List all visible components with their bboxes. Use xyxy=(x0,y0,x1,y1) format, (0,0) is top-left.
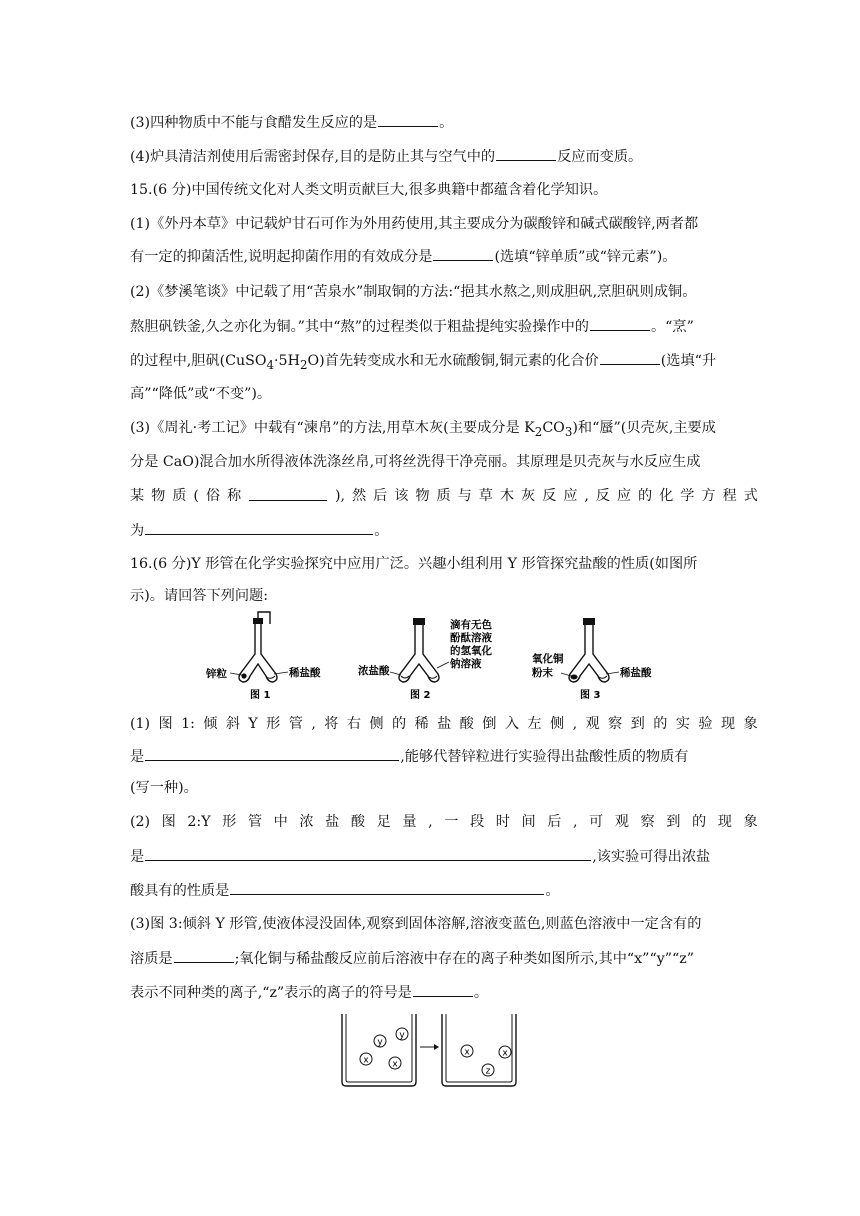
q16-part2-line1 xyxy=(130,812,758,832)
text-segment: 时 xyxy=(495,814,510,830)
text-segment: 现 xyxy=(717,814,732,830)
text-segment: 与 xyxy=(457,488,472,504)
text-segment: 形 xyxy=(266,716,281,732)
text-segment: , xyxy=(572,814,578,830)
text-segment: (1) xyxy=(130,716,151,732)
text-segment: ,能够代替锌粒进行实验得出盐酸性质的物质有 xyxy=(400,749,689,765)
y-tube-1 xyxy=(239,624,277,682)
label-cuo-line: 粉末 xyxy=(532,667,553,679)
answer-blank[interactable] xyxy=(496,146,556,161)
text-segment: 的 xyxy=(391,716,407,732)
text-segment: 到 xyxy=(630,716,645,732)
caption-figure-2: 图 2 xyxy=(410,690,431,701)
beaker-outline xyxy=(342,1014,416,1086)
text-segment: 量 xyxy=(402,814,417,830)
text-segment: 象 xyxy=(743,814,758,830)
ion xyxy=(389,1057,401,1070)
text-segment: 方 xyxy=(701,488,716,504)
svg-text:x: x xyxy=(363,1055,369,1066)
liquid xyxy=(266,676,275,678)
copper-oxide-powder xyxy=(571,675,578,680)
text-segment: 称 xyxy=(226,488,242,504)
text-segment: 倒 xyxy=(482,716,497,732)
ion xyxy=(499,1046,511,1059)
text-segment: 质 xyxy=(436,488,451,504)
liquid xyxy=(429,676,437,678)
q16-part2-line3 xyxy=(130,880,770,901)
q16-heading-line1: 16.(6 分)Y 形管在化学实验探究中应用广泛。兴趣小组利用 Y 形管探究盐酸的性质(如图所 xyxy=(130,556,698,572)
text-segment: 间 xyxy=(521,814,536,830)
q15-part1-line1: (1)《外丹本草》中记载炉甘石可作为外用药使用,其主要成分为碳酸锌和碱式碳酸锌,两者都 xyxy=(130,216,699,232)
label-indicator-line: 钠溶液 xyxy=(450,658,482,670)
q15-part2-line4: 高”“降低”或“不变”)。 xyxy=(130,386,272,402)
text-segment: 学 xyxy=(680,488,695,504)
q16-part1-line1 xyxy=(130,714,758,734)
text-segment: 入 xyxy=(504,716,520,732)
answer-blank[interactable] xyxy=(378,112,438,127)
text-segment: 可 xyxy=(589,814,604,830)
text-segment: 图 xyxy=(158,716,173,732)
q15-part2-line3 xyxy=(130,350,770,375)
text-segment: 溶质是 xyxy=(130,951,173,967)
text-segment: 酸 xyxy=(350,814,366,830)
text-segment: 某 xyxy=(130,488,145,504)
answer-blank[interactable] xyxy=(145,746,399,761)
text-segment: 实 xyxy=(675,716,690,732)
text-segment: 管 xyxy=(247,814,263,830)
text-segment: 是 xyxy=(130,849,145,865)
figure-3 xyxy=(531,618,652,701)
label-indicator-line: 酚酞溶液 xyxy=(450,632,492,644)
q16-part3-line2 xyxy=(130,948,770,969)
answer-blank[interactable] xyxy=(590,316,650,331)
text-segment: , xyxy=(572,716,578,732)
text-segment: 斜 xyxy=(225,716,241,732)
subscript: 2 xyxy=(299,357,308,372)
text-segment: 形 xyxy=(222,814,237,830)
q16-part1-line2 xyxy=(130,746,770,767)
subscript: 4 xyxy=(266,357,275,372)
text-segment: 化 xyxy=(659,488,674,504)
text-segment: Y xyxy=(248,716,258,732)
caption-figure-1: 图 1 xyxy=(250,690,271,701)
text-segment: ), xyxy=(335,488,346,504)
q15-part1-options: (选填“锌单质”或“锌元素”)。 xyxy=(494,249,677,265)
answer-blank[interactable] xyxy=(413,982,473,997)
ion xyxy=(461,1045,473,1058)
text-segment: 盐 xyxy=(437,716,452,732)
text-segment: 中 xyxy=(273,814,288,830)
q15-part3-line2: 分是 CaO)混合加水所得液体洗涤丝帛,可将丝洗得干净亮丽。其原理是贝壳灰与水反应生成 xyxy=(130,454,701,470)
text-segment: CO xyxy=(542,420,565,436)
text-segment: 倾 xyxy=(203,716,218,732)
label-indicator-line: 的氢氧化 xyxy=(450,645,492,657)
ion xyxy=(482,1064,494,1077)
answer-blank[interactable] xyxy=(433,246,493,261)
liquid xyxy=(401,676,409,678)
pointer-line xyxy=(437,662,449,668)
answer-blank[interactable] xyxy=(230,880,544,895)
text-segment: 右 xyxy=(346,716,361,732)
text-segment: 为 xyxy=(130,523,145,539)
text-segment: 反 xyxy=(595,488,610,504)
q16-part3-line1: (3)图 3:倾斜 Y 形管,使液体浸没固体,观察到固体溶解,溶液变蓝色,则蓝色溶液中一定含有的 xyxy=(130,916,702,932)
text-segment: 草 xyxy=(478,488,493,504)
q16-part2-line2 xyxy=(130,846,770,867)
text-segment: 察 xyxy=(608,716,623,732)
answer-blank-equation[interactable] xyxy=(145,520,373,535)
text-segment: 表示不同种类的离子,“z”表示的离子的符号是 xyxy=(130,985,412,1001)
svg-text:x: x xyxy=(464,1047,470,1058)
text-segment: 观 xyxy=(585,716,600,732)
text-segment: 该 xyxy=(394,488,409,504)
q15-part1-line2 xyxy=(130,246,770,267)
text-segment: 段 xyxy=(469,814,485,830)
label-cuo-line: 氧化铜 xyxy=(532,653,564,665)
text-segment: 图 xyxy=(161,814,176,830)
text-segment: 的过程中,胆矾(CuSO xyxy=(130,353,267,369)
q15-part3-line3 xyxy=(130,486,758,506)
text-segment: 稀 xyxy=(414,716,429,732)
text-segment: 左 xyxy=(527,716,542,732)
text-segment: 将 xyxy=(324,716,339,732)
stopper xyxy=(413,618,425,625)
q15-heading: 15.(6 分)中国传统文化对人类文明贡献巨大,很多典籍中都蕴含着化学知识。 xyxy=(130,182,608,198)
text-segment: 象 xyxy=(743,716,758,732)
q14-part3 xyxy=(130,112,770,133)
figure-1 xyxy=(205,612,321,701)
text-segment: 物 xyxy=(415,488,430,504)
text-segment: 1: xyxy=(181,716,195,732)
label-indicator-line: 滴有无色 xyxy=(450,619,492,631)
text-segment: 现 xyxy=(720,716,736,732)
text-segment: )和“蜃”(贝壳灰,主要成 xyxy=(572,420,716,436)
y-tube-3 xyxy=(569,625,609,682)
text-segment: (3)《周礼·考工记》中载有“湅帛”的方法,用草木灰(主要成分是 K xyxy=(130,420,535,436)
ion xyxy=(360,1053,372,1066)
q15-part2-line1: (2)《梦溪笔谈》中记载了用“苦泉水”制取铜的方法:“挹其水熬之,则成胆矾,烹胆矾则成铜。 xyxy=(130,284,697,300)
text-segment: 然 xyxy=(351,488,367,504)
q15-part2-text-end: 。“烹” xyxy=(650,319,694,335)
text-segment: 物 xyxy=(151,488,166,504)
text-segment: 应 xyxy=(563,488,578,504)
text-segment: 浓 xyxy=(299,814,314,830)
text-segment: 后 xyxy=(373,488,388,504)
text-segment: 察 xyxy=(640,814,655,830)
text-segment: , xyxy=(584,488,589,504)
text-segment: (选填“升 xyxy=(660,353,717,369)
svg-text:y: y xyxy=(377,1037,383,1048)
text-segment: 俗 xyxy=(205,488,221,504)
beaker-inner xyxy=(346,1014,412,1082)
text-segment: 。 xyxy=(545,883,560,899)
q15-part2-line2 xyxy=(130,316,770,337)
q14-part3-end: 。 xyxy=(439,115,454,131)
beaker-after xyxy=(442,1014,516,1086)
liquid xyxy=(599,676,607,678)
caption-figure-3: 图 3 xyxy=(580,690,601,701)
q16-heading-line2: 示)。请回答下列问题: xyxy=(130,588,269,604)
text-segment: O)首先转变成水和无水硫酸铜,铜元素的化合价 xyxy=(307,353,599,369)
text-segment: 侧 xyxy=(549,716,565,732)
text-segment: 。 xyxy=(473,985,489,1001)
reaction-arrow xyxy=(420,1044,439,1050)
text-segment: 是 xyxy=(130,749,145,765)
svg-text:z: z xyxy=(485,1066,491,1077)
label-dilute-hcl: 稀盐酸 xyxy=(289,667,321,679)
label-conc-hcl: 浓盐酸 xyxy=(358,665,390,677)
text-segment: ·5H xyxy=(274,353,300,369)
text-segment: 一 xyxy=(444,814,459,830)
q16-part1-line3: (写一种)。 xyxy=(130,780,198,796)
text-segment: 管 xyxy=(288,716,303,732)
text-segment: 到 xyxy=(666,814,681,830)
zinc-granule xyxy=(241,673,246,678)
text-segment: 验 xyxy=(698,716,713,732)
text-segment: ;氧化铜与稀盐酸反应前后溶液中存在的离子种类如图所示,其中“x”“y”“z” xyxy=(234,951,694,967)
text-segment: 。 xyxy=(374,523,389,539)
q15-part1-text: 有一定的抑菌活性,说明起抑菌作用的有效成分是 xyxy=(130,249,433,265)
ion-change-diagram xyxy=(336,1010,532,1090)
text-segment: , xyxy=(428,814,433,830)
subscript: 3 xyxy=(564,424,573,439)
text-segment: 盐 xyxy=(325,814,340,830)
q15-part2-text: 熬胆矾铁釜,久之亦化为铜。”其中“熬”的过程类似于粗盐提纯实验操作中的 xyxy=(130,319,589,335)
text-segment: 木 xyxy=(499,488,515,504)
text-segment: 反 xyxy=(542,488,557,504)
text-segment: (2) xyxy=(130,814,151,830)
q15-part3-line4 xyxy=(130,520,770,541)
ion xyxy=(374,1035,386,1048)
text-segment: 侧 xyxy=(369,716,384,732)
answer-blank[interactable] xyxy=(174,948,234,963)
q16-part3-line3 xyxy=(130,982,770,1003)
pointer-line xyxy=(390,672,401,675)
text-segment: 足 xyxy=(376,814,391,830)
answer-blank[interactable] xyxy=(249,486,327,501)
svg-text:x: x xyxy=(502,1048,508,1059)
ion xyxy=(396,1028,408,1041)
text-segment: 式 xyxy=(743,488,758,504)
label-zinc: 锌粒 xyxy=(206,668,227,680)
text-segment: 酸具有的性质是 xyxy=(130,883,230,899)
q14-part4-text: (4)炉具清洁剂使用后需密封保存,目的是防止其与空气中的 xyxy=(130,149,496,165)
stopper xyxy=(253,618,263,624)
text-segment: 灰 xyxy=(520,488,536,504)
answer-blank[interactable] xyxy=(145,846,591,861)
q14-part4 xyxy=(130,146,770,167)
answer-blank[interactable] xyxy=(600,350,660,365)
text-segment: 的 xyxy=(692,814,707,830)
text-segment: 应 xyxy=(616,488,632,504)
q14-part3-text: (3)四种物质中不能与食醋发生反应的是 xyxy=(130,115,378,131)
text-segment: 2:Y xyxy=(187,814,211,830)
q15-part3-line1 xyxy=(130,418,770,442)
text-segment: 观 xyxy=(614,814,629,830)
figure-2 xyxy=(358,618,492,701)
text-segment: ( xyxy=(193,488,199,504)
q14-part4-end: 反应而变质。 xyxy=(557,149,643,165)
svg-text:y: y xyxy=(399,1030,405,1041)
beaker-before xyxy=(342,1014,416,1086)
label-dilute-hcl: 稀盐酸 xyxy=(620,667,652,679)
y-tube-2 xyxy=(399,625,439,682)
text-segment: ,该实验可得出浓盐 xyxy=(592,849,711,865)
text-segment: 酸 xyxy=(459,716,474,732)
subscript: 2 xyxy=(534,424,543,439)
svg-text:x: x xyxy=(392,1059,398,1070)
text-segment: 的 xyxy=(638,488,653,504)
stopper xyxy=(583,618,595,625)
y-tube-figures xyxy=(200,610,660,705)
text-segment: 的 xyxy=(653,716,668,732)
text-segment: 程 xyxy=(722,488,737,504)
text-segment: , xyxy=(311,716,316,732)
text-segment: 后 xyxy=(547,814,562,830)
text-segment: 质 xyxy=(172,488,187,504)
